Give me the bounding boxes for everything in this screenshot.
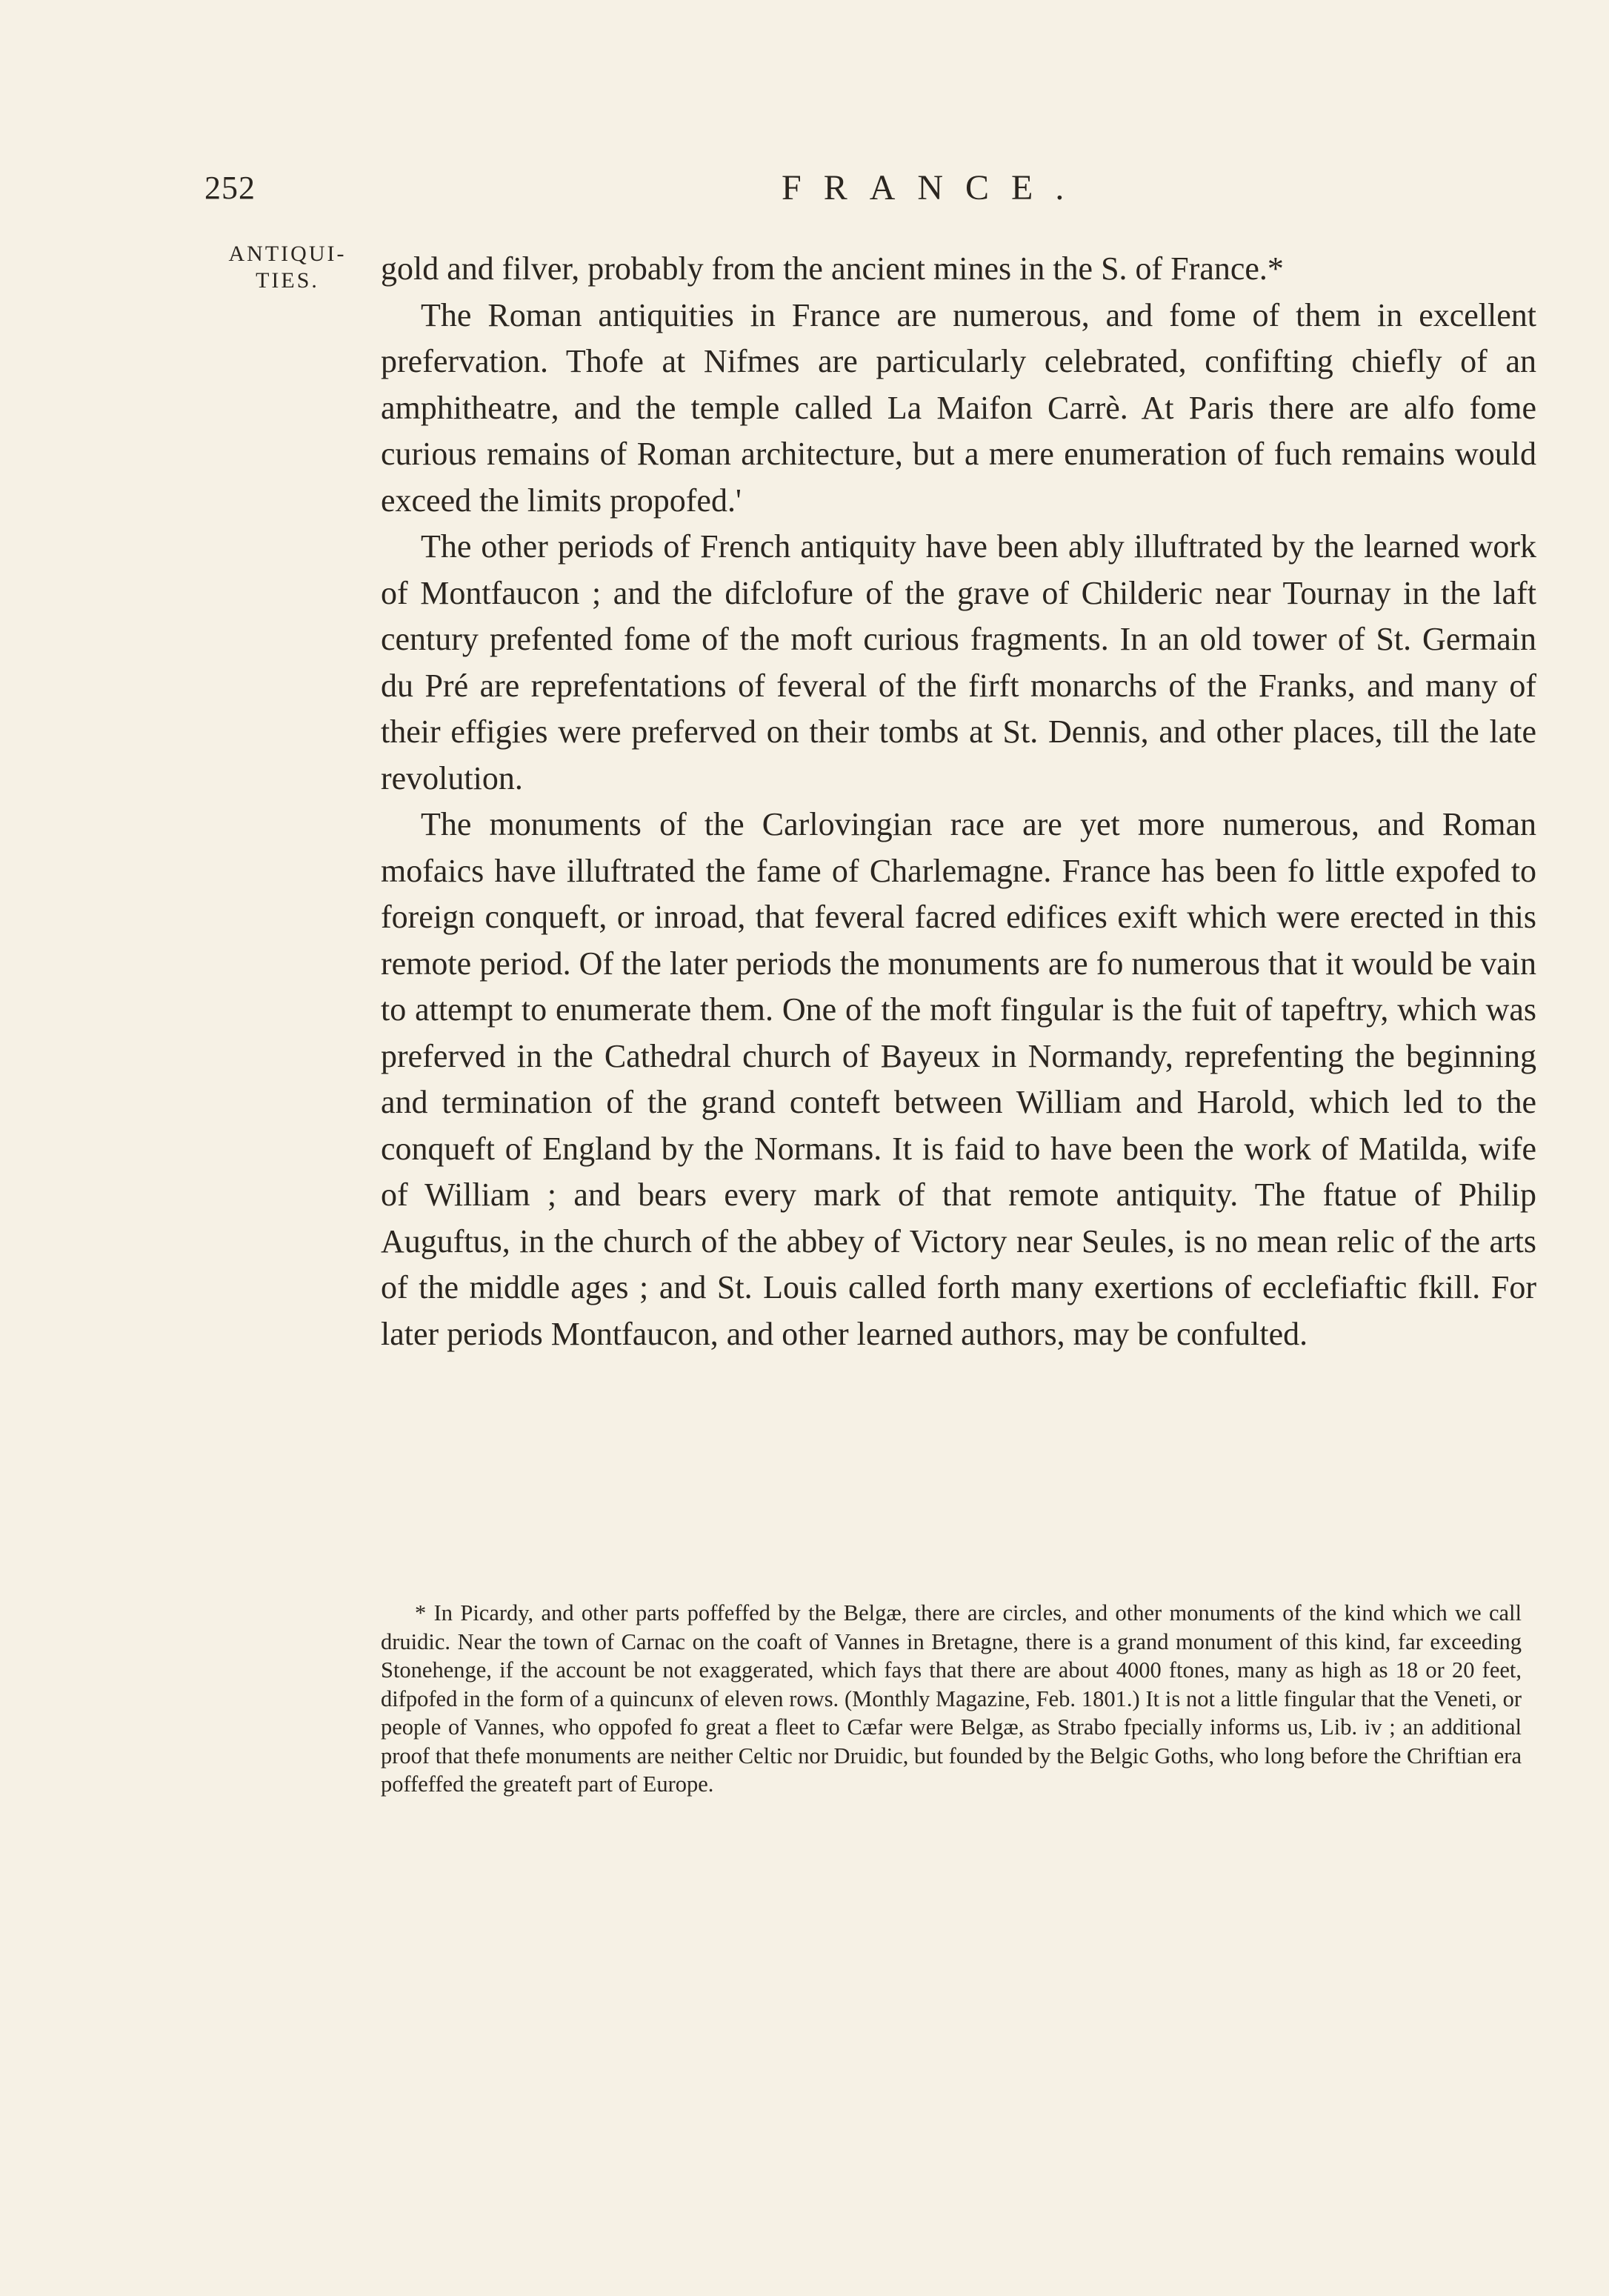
marginal-note: ANTIQUI-TIES. [228, 242, 347, 293]
footnote: * In Picardy, and other parts poffeffed by the Belgæ, there are circles, and other monuments of the kind which we call druidic. Near the town of Carnac on the coaft of Vannes in Bretagne, there is a grand monument of this kind, far exceeding Stonehenge, if the account be not exaggerated, which fays that there are about 4000 ftones, many as high as 18 or 20 feet, difpofed in the form of a quincunx of eleven rows. (Monthly Magazine, Feb. 1801.) It is not a little fingular that the Veneti, or people of Vannes, who oppofed fo great a fleet to Cæfar were Belgæ, as Strabo fpecially informs us, Lib. iv ; an additional proof that thefe monuments are neither Celtic nor Druidic, but founded by the Belgic Goths, who long before the Chriftian era poffeffed the greateft part of Europe. [381, 1600, 1522, 1797]
paragraph: The Roman antiquities in France are numerous, and fome of them in excellent prefervation. Thofe at Nifmes are particularly celebrated, confifting chiefly of an amphitheatre, and the temple called La Maifon Carrè. At Paris there are alfo fome curious remains of Roman architecture, but a mere enumeration of fuch remains would exceed the limits propofed.' [381, 296, 1536, 519]
main-text [381, 246, 1536, 1357]
paragraph: The other periods of French antiquity have been ably illuftrated by the learned work of Montfaucon ; and the difclofure of the grave of Childeric near Tournay in the laft century prefented fome of the moft curious fragments. In an old tower of St. Germain du Pré are reprefentations of feveral of the firft monarchs of the Franks, and many of their effigies were preferved on their tombs at St. Dennis, and other places, till the late revolution. [381, 528, 1536, 796]
paragraph: gold and filver, probably from the ancient mines in the S. of France.* [381, 250, 1284, 287]
paragraph: The monuments of the Carlovingian race are yet more numerous, and Roman mofaics have illuftrated the fame of Charlemagne. France has been fo little expofed to foreign conqueft, or inroad, that feveral facred edifices exift which were erected in this remote period. Of the later periods the monuments are fo numerous that it would be vain to attempt to enumerate them. One of the moft fingular is the fuit of tapeftry, which was preferved in the Cathedral church of Bayeux in Normandy, reprefenting the beginning and termination of the grand conteft between William and Harold, which led to the conqueft of England by the Normans. It is faid to have been the work of Matilda, wife of William ; and bears every mark of that remote antiquity. The ftatue of Philip Auguftus, in the church of the abbey of Victory near Seules, is no mean relic of the arts of the middle ages ; and St. Louis called forth many exertions of ecclefiaftic fkill. For later periods Montfaucon, and other learned authors, may be confulted. [381, 806, 1536, 1352]
page-number: 252 [204, 170, 256, 206]
running-title: FRANCE. [782, 168, 1087, 207]
